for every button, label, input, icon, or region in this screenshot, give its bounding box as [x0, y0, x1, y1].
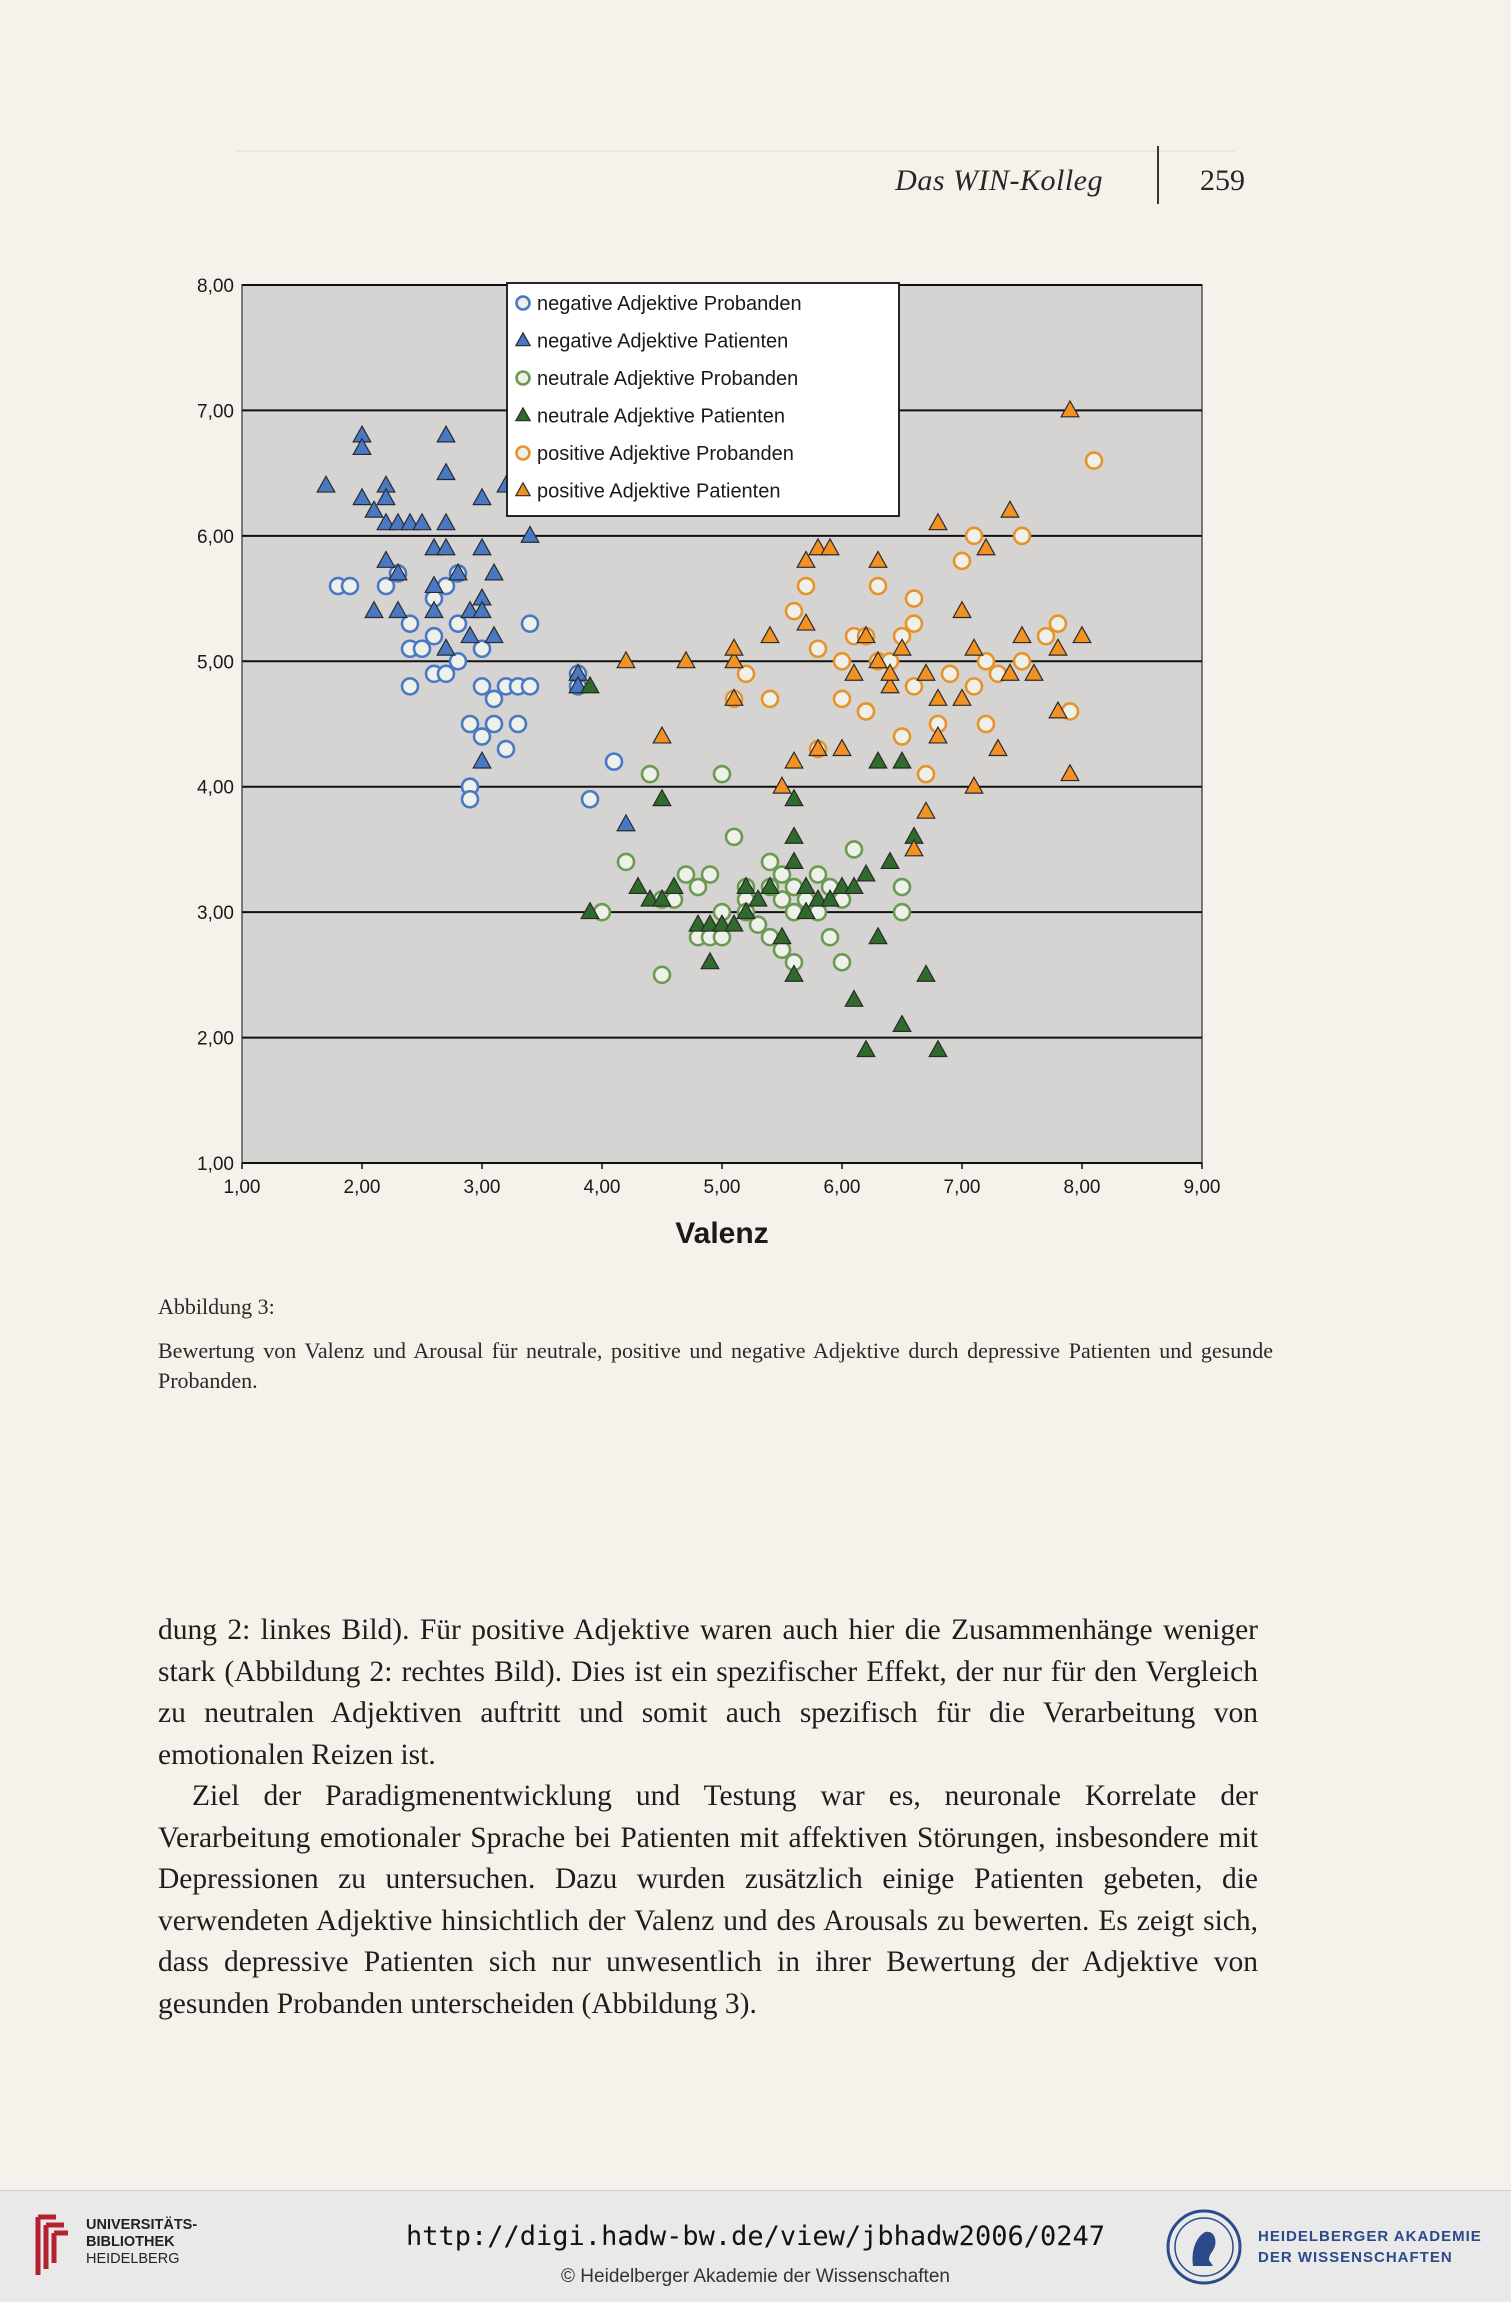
- legend-label: negative Adjektive Patienten: [537, 330, 789, 353]
- x-tick-label: 2,00: [343, 1177, 381, 1198]
- legend-marker: [517, 447, 530, 460]
- page-number: 259: [1200, 164, 1245, 197]
- legend-label: positive Adjektive Patienten: [537, 480, 781, 503]
- legend-label: negative Adjektive Probanden: [537, 293, 802, 315]
- x-tick-label: 9,00: [1183, 1177, 1221, 1198]
- data-point-circle: [702, 867, 718, 883]
- data-point-circle: [834, 691, 850, 707]
- academy-name: HEIDELBERGER AKADEMIE DER WISSENSCHAFTEN: [1258, 2228, 1482, 2266]
- data-point-circle: [870, 578, 886, 594]
- y-tick-label: 5,00: [197, 652, 234, 674]
- data-point-circle: [402, 678, 418, 694]
- x-tick-label: 3,00: [463, 1177, 501, 1198]
- data-point-circle: [966, 678, 982, 694]
- running-head-separator: [1157, 146, 1159, 204]
- x-tick-label: 5,00: [703, 1177, 741, 1198]
- data-point-circle: [414, 641, 430, 657]
- legend-label: neutrale Adjektive Probanden: [537, 368, 799, 390]
- data-point-circle: [966, 528, 982, 544]
- data-point-circle: [810, 641, 826, 657]
- data-point-circle: [978, 716, 994, 732]
- data-point-circle: [1086, 453, 1102, 469]
- data-point-circle: [474, 678, 490, 694]
- y-tick-label: 7,00: [197, 401, 234, 423]
- data-point-circle: [462, 791, 478, 807]
- data-point-circle: [342, 578, 358, 594]
- data-point-circle: [690, 879, 706, 895]
- data-point-circle: [798, 578, 814, 594]
- data-point-circle: [426, 628, 442, 644]
- figure-caption: [158, 1292, 1273, 1396]
- data-point-circle: [522, 616, 538, 632]
- body-paragraph-2: Ziel der Paradigmenentwicklung und Testung war es, neuronale Korrelate der Verarbeitung emotionaler Sprache bei Patienten mit affektiven Störungen, insbesondere mit Depressionen zu untersuchen. Dazu wurden zusätzlich einige Patienten gebeten, die verwendeten Adjektive hinsichtlich der Valenz und des Arousals zu bewerten. Es zeigt sich, dass depressive Patienten sich nur unwesentlich in ihrer Bewertung der Adjektive von gesunden Probanden unterscheiden (Abbildung 3).: [158, 1780, 1258, 2020]
- data-point-circle: [726, 829, 742, 845]
- data-point-circle: [786, 603, 802, 619]
- y-tick-label: 2,00: [197, 1028, 234, 1050]
- y-tick-label: 6,00: [197, 526, 234, 548]
- legend-label: neutrale Adjektive Patienten: [537, 405, 785, 428]
- data-point-circle: [942, 666, 958, 682]
- running-title: Das WIN-Kolleg: [895, 164, 1103, 197]
- running-head: [0, 164, 1511, 224]
- x-axis-label: Valenz: [675, 1217, 769, 1250]
- data-point-circle: [486, 716, 502, 732]
- data-point-circle: [714, 766, 730, 782]
- footer-bar: [0, 2190, 1511, 2302]
- data-point-circle: [582, 791, 598, 807]
- legend-marker: [517, 297, 530, 310]
- caption-label: Abbildung 3:: [158, 1294, 275, 1319]
- x-tick-label: 7,00: [943, 1177, 981, 1198]
- data-point-circle: [894, 729, 910, 745]
- data-point-circle: [618, 854, 634, 870]
- data-point-circle: [906, 591, 922, 607]
- data-point-circle: [834, 954, 850, 970]
- data-point-circle: [654, 967, 670, 983]
- show-through-rule: [235, 150, 1235, 152]
- data-point-circle: [462, 716, 478, 732]
- x-tick-label: 6,00: [823, 1177, 861, 1198]
- data-point-circle: [642, 766, 658, 782]
- document-url-link[interactable]: http://digi.hadw-bw.de/view/jbhadw2006/0247: [406, 2221, 1105, 2252]
- data-point-circle: [1014, 528, 1030, 544]
- data-point-circle: [918, 766, 934, 782]
- body-paragraph-1: dung 2: linkes Bild). Für positive Adjektive waren auch hier die Zusammenhänge weniger stark (Abbildung 2: rechtes Bild). Dies ist ein spezifischer Effekt, der nur für den Vergleich zu neutralen Adjektiven auftritt und somit auch spezifisch für die Verarbeitung von emotionalen Reizen ist.: [158, 1614, 1258, 1771]
- y-tick-label: 4,00: [197, 777, 234, 799]
- copyright-notice: © Heidelberger Akademie der Wissenschaften: [561, 2266, 950, 2287]
- data-point-circle: [810, 867, 826, 883]
- x-tick-label: 4,00: [583, 1177, 621, 1198]
- data-point-circle: [846, 841, 862, 857]
- x-tick-label: 8,00: [1063, 1177, 1101, 1198]
- data-point-circle: [1050, 616, 1066, 632]
- caption-text: Bewertung von Valenz und Arousal für neutrale, positive und negative Adjektive durch depressive Patienten und gesunde Probanden.: [158, 1338, 1273, 1393]
- chart-legend: [507, 283, 899, 516]
- data-point-circle: [822, 929, 838, 945]
- data-point-circle: [1014, 653, 1030, 669]
- data-point-circle: [834, 653, 850, 669]
- scatter-chart: [150, 265, 1230, 1265]
- legend-marker: [517, 372, 530, 385]
- university-library-name: UNIVERSITÄTS- BIBLIOTHEK HEIDELBERG: [86, 2217, 198, 2267]
- data-point-circle: [858, 703, 874, 719]
- body-text: [158, 1610, 1258, 2025]
- y-tick-label: 3,00: [197, 903, 234, 925]
- data-point-circle: [486, 691, 502, 707]
- data-point-circle: [498, 741, 514, 757]
- legend-label: positive Adjektive Probanden: [537, 443, 794, 465]
- y-tick-label: 1,00: [197, 1154, 234, 1175]
- x-tick-label: 1,00: [223, 1177, 261, 1198]
- data-point-circle: [894, 904, 910, 920]
- data-point-circle: [522, 678, 538, 694]
- data-point-circle: [762, 854, 778, 870]
- data-point-circle: [894, 879, 910, 895]
- academy-seal-icon: [1165, 2208, 1243, 2286]
- data-point-circle: [762, 691, 778, 707]
- data-point-circle: [678, 867, 694, 883]
- data-point-circle: [606, 754, 622, 770]
- data-point-circle: [438, 666, 454, 682]
- data-point-circle: [474, 729, 490, 745]
- data-point-circle: [1038, 628, 1054, 644]
- data-point-circle: [906, 616, 922, 632]
- y-tick-label: 8,00: [197, 276, 234, 297]
- data-point-circle: [954, 553, 970, 569]
- data-point-circle: [510, 716, 526, 732]
